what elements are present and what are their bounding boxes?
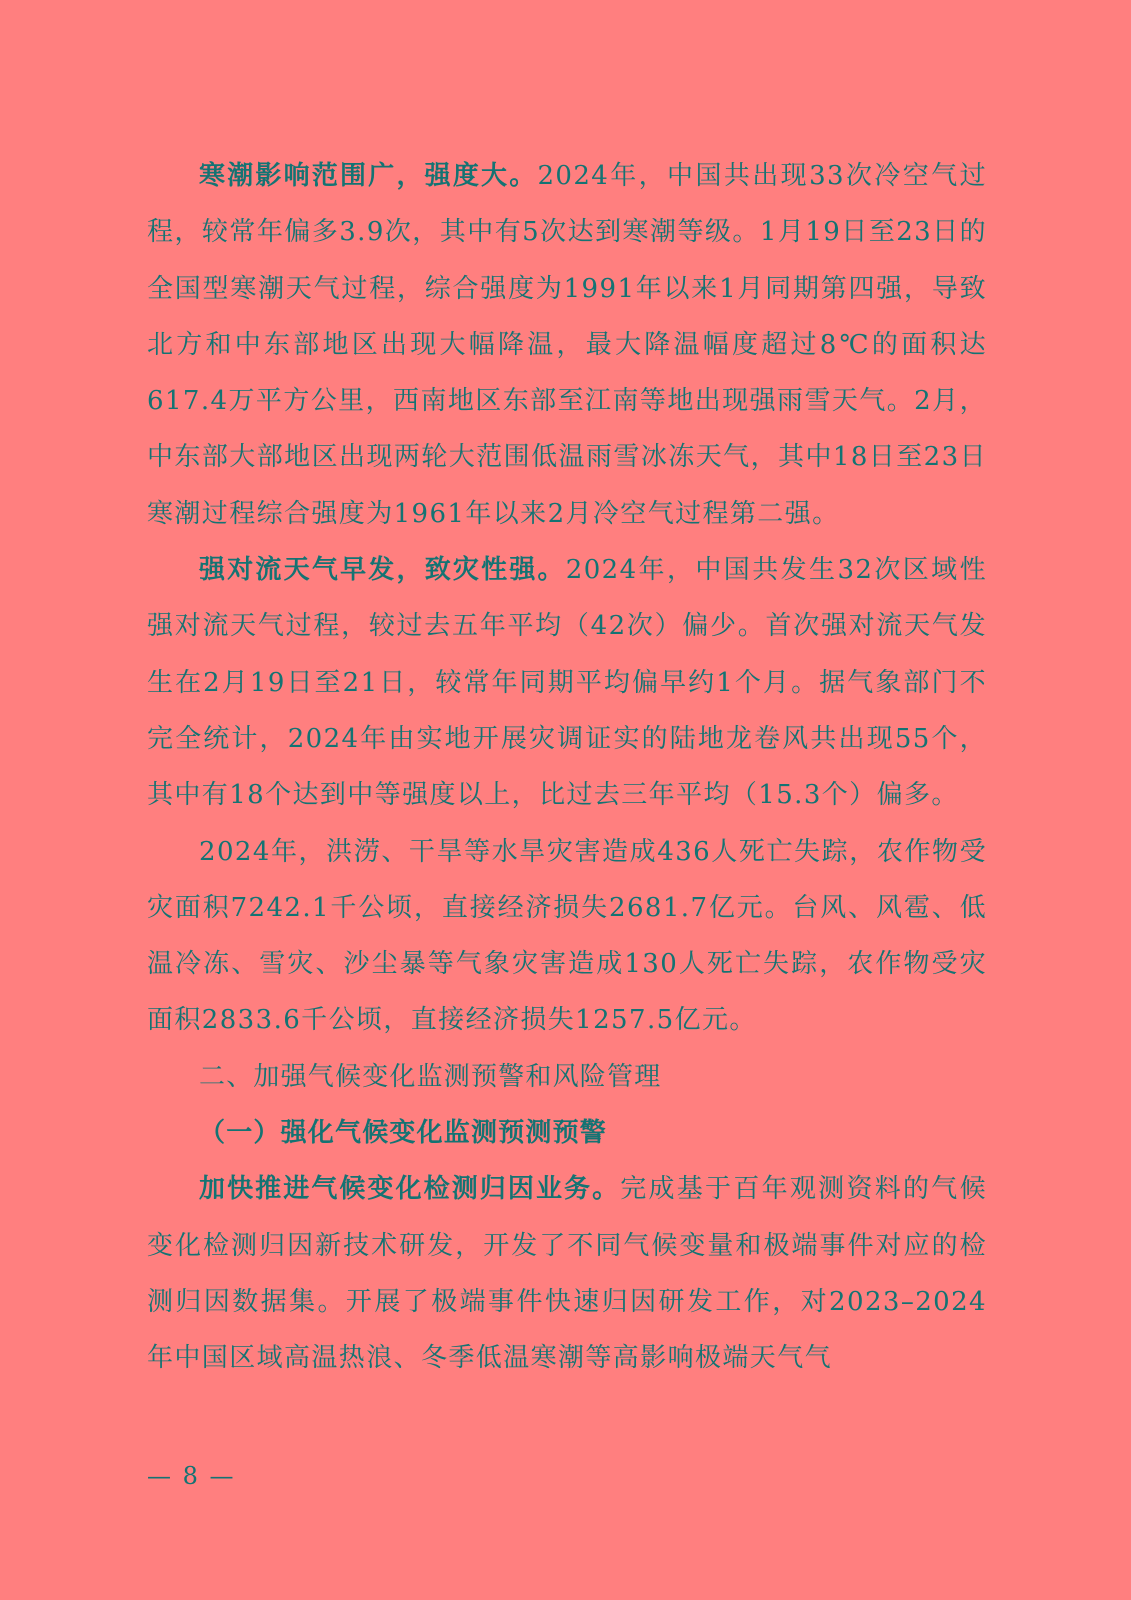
subsection-heading: （一）强化气候变化监测预测预警 <box>199 1118 608 1149</box>
paragraph-lead: 强对流天气早发，致灾性强。 <box>199 555 566 586</box>
paragraph-losses <box>147 824 987 1049</box>
paragraph-convection <box>147 542 987 823</box>
paragraph-cold-wave <box>147 148 987 542</box>
paragraph-lead: 寒潮影响范围广，强度大。 <box>199 161 538 191</box>
section-heading: 二、加强气候变化监测预警和风险管理 <box>199 1061 662 1092</box>
paragraph-text: 2024年，中国共发生32次区域性强对流天气过程，较过去五年平均（42次）偏少。首次强对流天气发生在2月19日至21日，较常年同期平均偏早约1个月。据气象部门不完全统计，2024年由实地开展灾调证实的陆地龙卷风共出现55个，其中有18个达到中等强度以上，比过去三年平均（15.3个）偏多。 <box>147 555 987 811</box>
paragraph-text: 完成基于百年观测资料的气候变化检测归因新技术研发，开发了不同气候变量和极端事件对应的检测归因数据集。开展了极端事件快速归因研发工作，对2023–2024年中国区域高温热浪、冬季低温寒潮等高影响极端天气气 <box>147 1174 987 1374</box>
paragraph-text: 2024年，中国共出现33次冷空气过程，较常年偏多3.9次，其中有5次达到寒潮等级。1月19日至23日的全国型寒潮天气过程，综合强度为1991年以来1月同期第四强，导致北方和中东部地区出现大幅降温，最大降温幅度超过8℃的面积达617.4万平方公里，西南地区东部至江南等地出现强雨雪天气。2月，中东部大部地区出现两轮大范围低温雨雪冰冻天气，其中18日至23日寒潮过程综合强度为1961年以来2月冷空气过程第二强。 <box>147 161 987 529</box>
page-number: — 8 — <box>147 1462 236 1490</box>
document-body <box>147 148 987 1387</box>
paragraph-attribution <box>147 1161 987 1386</box>
paragraph-text: 2024年，洪涝、干旱等水旱灾害造成436人死亡失踪，农作物受灾面积7242.1千公顷，直接经济损失2681.7亿元。台风、风雹、低温冷冻、雪灾、沙尘暴等气象灾害造成130人死亡失踪，农作物受灾面积2833.6千公顷，直接经济损失1257.5亿元。 <box>147 836 987 1036</box>
paragraph-lead: 加快推进气候变化检测归因业务。 <box>199 1174 621 1205</box>
